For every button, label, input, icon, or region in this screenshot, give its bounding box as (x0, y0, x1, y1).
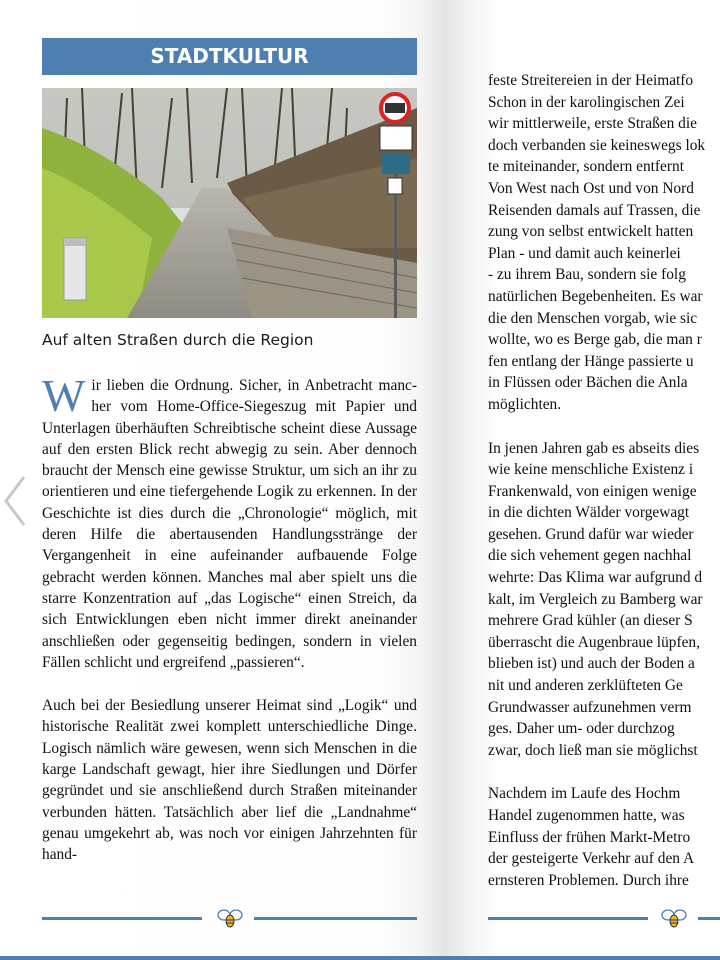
text-line: gesehen. Grund dafür war wieder (488, 525, 694, 543)
paragraph-1 (42, 370, 417, 673)
article-body-left (42, 370, 417, 888)
text-line: Grundwasser aufzunehmen verm (488, 698, 692, 716)
footer-rule-right-b (698, 917, 720, 920)
text-line: Einfluss der frühen Markt-Metro (488, 828, 691, 846)
text-line: In jenen Jahren gab es abseits dies (488, 439, 700, 457)
left-page (42, 0, 417, 960)
text-line: fen entlang der Hänge passierte u (488, 352, 694, 370)
previous-page-arrow-icon[interactable] (2, 473, 28, 529)
bee-icon (216, 907, 244, 929)
text-line: zung von selbst entwickelt hatten (488, 223, 694, 241)
text-line: ernsteren Problemen. Durch ihre (488, 871, 689, 889)
paragraph-2: Auch bei der Besiedlung unserer Heimat sind „Logik“ und historische Realität zwei komplett unterschiedliche Dinge. Logisch nämlich wäre gewesen, wenn sich Menschen in die karge Landschaft gewagt, hier ihre Siedlungen und Dörfer gegründet und sie anschließend durch Straßen miteinander verbunden hätten. Tatsächlich aber lief die „Landnahme“ genau umgekehrt ab, was noch vor einigen Jahrzehnten für hand- (42, 697, 417, 864)
text-line: wie keine menschliche Existenz i (488, 461, 694, 479)
text-line: natürlichen Begebenheiten. Es war (488, 287, 703, 305)
footer-rule-left-b (254, 917, 417, 920)
text-line: kalt, im Vergleich zu Bamberg war (488, 590, 703, 608)
text-line: der gesteigerte Verkehr auf den A (488, 850, 695, 868)
text-line: Schon in der karolingischen Zei (488, 93, 685, 111)
text-line: - zu ihrem Bau, sondern sie folg (488, 266, 686, 284)
text-line: überrascht die Augenbraue lüpfen, (488, 633, 700, 651)
right-paragraph-1 (488, 70, 720, 416)
bee-icon (660, 907, 688, 929)
text-line: te miteinander, sondern entfernt (488, 158, 684, 176)
text-line: Nachdem im Laufe des Hochm (488, 785, 681, 803)
text-line: die den Menschen vorgab, wie sic (488, 309, 698, 327)
footer-rule-left-a (42, 917, 202, 920)
text-line: in die dichten Wälder vorgewagt (488, 504, 690, 522)
text-line: in Flüssen oder Bächen die Anla (488, 374, 688, 392)
text-line: doch verbanden sie keineswegs lok (488, 136, 706, 154)
text-line: ges. Daher um- oder durchzog (488, 720, 675, 738)
text-line: wehrte: Das Klima war aufgrund d (488, 569, 703, 587)
right-page (488, 0, 720, 960)
road-photo-illustration (42, 88, 417, 318)
bottom-accent-bar (0, 956, 720, 960)
text-line: Handel zugenommen hatte, was (488, 807, 685, 824)
section-title-banner: STADTKULTUR (42, 38, 417, 75)
text-line: die sich vehement gegen nachhal (488, 547, 692, 565)
text-line: feste Streitereien in der Heimatfo (488, 72, 694, 89)
text-line: Frankenwald, von einigen wenige (488, 482, 697, 500)
text-line: möglichten. (488, 395, 562, 413)
text-line: Plan - und damit auch keinerlei (488, 244, 681, 262)
text-line: Von West nach Ost und von Nord (488, 179, 694, 197)
text-line: Reisenden damals auf Trassen, die (488, 201, 701, 219)
article-body-right (488, 70, 720, 913)
right-paragraph-3 (488, 783, 720, 891)
road-photo (42, 88, 417, 318)
drop-cap: W (42, 370, 86, 421)
text-line: blieben ist) und auch der Boden a (488, 655, 695, 673)
paragraph-1-text: ir lieben die Ordnung. Sicher, in Anbetracht mancher vom Home-Office-Siegeszug mit Papier und Unterlagen überhäuften Schreibtische scheint diese Aussage auf den ersten Blick recht abwegig zu sein. Aber dennoch braucht der Mensch eine gewisse Struktur, um sich an ihr zu orientieren und eine tiefergehende Logik zu erkennen. In der Geschichte ist dies durch die „Chronologie“ möglich, mit deren Hilfe die abertausenden Handlungsstränge der Vergangenheit in eine aufeinander aufbauende Folge gebracht werden können. Manches mal aber spielt uns die starre Konzentration auf „das Logische“ einen Streich, da sich Entwicklungen eben nicht immer direkt aneinander anschließen oder gegenseitig bedingen, sondern in vielen Fällen schlicht und ergreifend „passieren“. (42, 377, 417, 671)
text-line: wir mittlerweile, erste Straßen die (488, 115, 697, 133)
right-paragraph-2 (488, 438, 720, 762)
text-line: mehrere Grad kühler (an dieser S (488, 612, 693, 630)
footer-rule-right-a (488, 917, 648, 920)
photo-caption: Auf alten Straßen durch die Region (42, 331, 314, 349)
text-line: zwar, doch ließ man sie möglichst (488, 741, 698, 759)
text-line: nit und anderen zerklüfteten Ge (488, 677, 683, 695)
text-line: wollte, wo es Berge gab, die man r (488, 331, 702, 349)
